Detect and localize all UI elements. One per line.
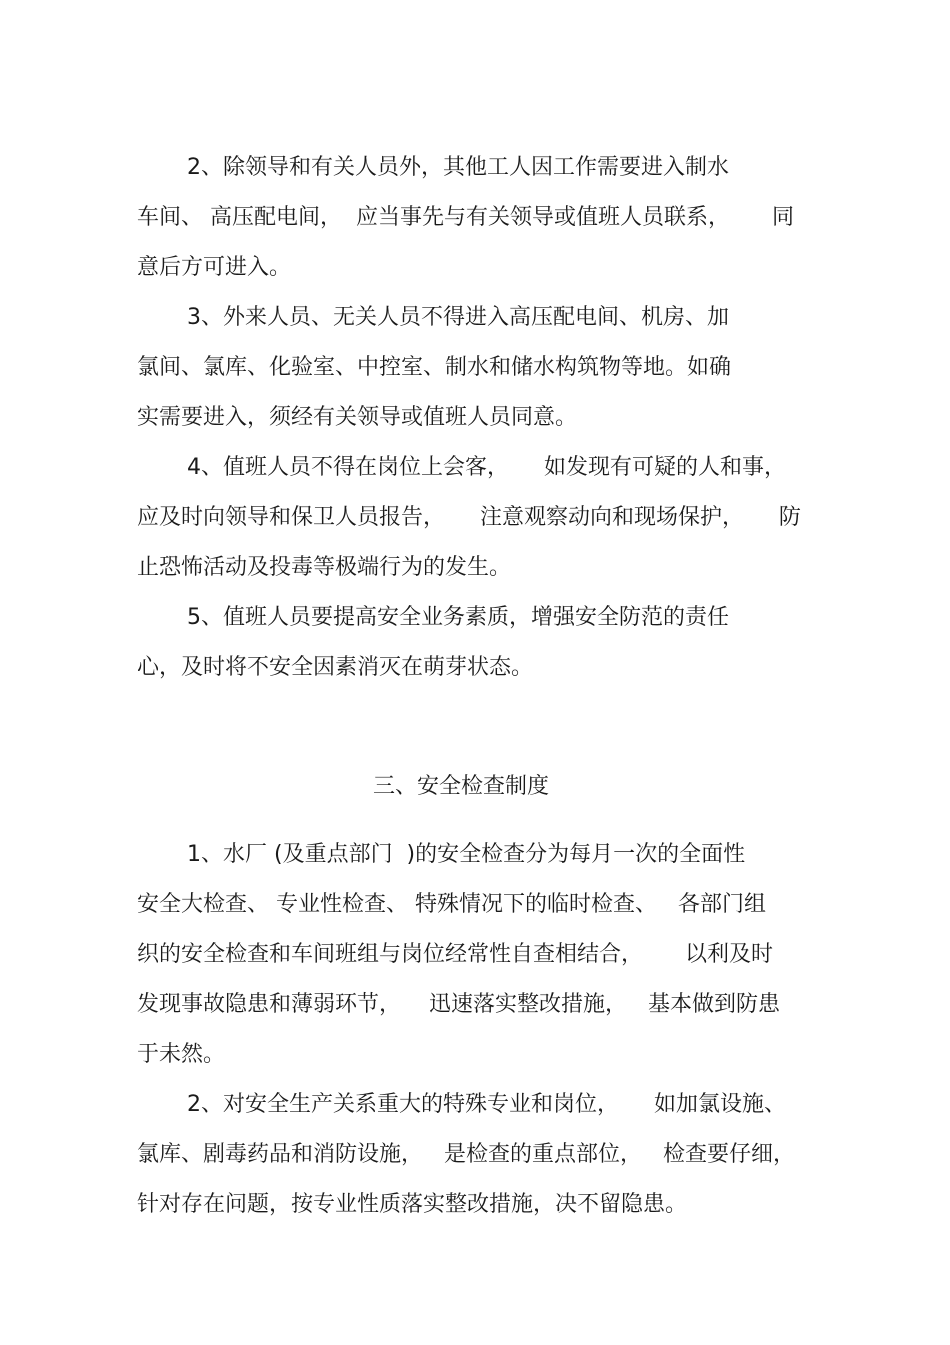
paragraph-5-line-2: 心，及时将不安全因素消灭在萌芽状态。 (137, 655, 534, 680)
inspection-paragraph-2-line-3: 针对存在问题，按专业性质落实整改措施，决不留隐患。 (137, 1192, 688, 1217)
inspection-paragraph-1-line-5: 于未然。 (137, 1042, 226, 1067)
section-heading: 三、安全检查制度 (373, 774, 550, 799)
paragraph-3-line-3: 实需要进入，须经有关领导或值班人员同意。 (137, 405, 578, 430)
inspection-paragraph-1-line-1: 1、水厂 (及重点部门 )的安全检查分为每月一次的全面性 (187, 842, 746, 867)
inspection-paragraph-2-line-2: 氯库、剧毒药品和消防设施， 是检查的重点部位， 检查要仔细， (137, 1142, 795, 1167)
inspection-paragraph-1-line-4: 发现事故隐患和薄弱环节， 迅速落实整改措施， 基本做到防患 (137, 992, 780, 1017)
paragraph-4-line-3: 止恐怖活动及投毒等极端行为的发生。 (137, 555, 512, 580)
paragraph-3-line-1: 3、外来人员、无关人员不得进入高压配电间、机房、加 (187, 305, 729, 330)
paragraph-3-line-2: 氯间、氯库、化验室、中控室、制水和储水构筑物等地。如确 (137, 355, 732, 380)
paragraph-2-line-1: 2、除领导和有关人员外，其他工人因工作需要进入制水 (187, 155, 729, 180)
paragraph-2-line-3: 意后方可进入。 (137, 255, 292, 280)
paragraph-4-line-1: 4、值班人员不得在岗位上会客， 如发现有可疑的人和事， (187, 455, 786, 480)
inspection-paragraph-1-line-3: 织的安全检查和车间班组与岗位经常性自查相结合， 以利及时 (137, 942, 773, 967)
paragraph-4-line-2: 应及时向领导和保卫人员报告， 注意观察动向和现场保护， 防 (137, 505, 801, 530)
inspection-paragraph-1-line-2: 安全大检查、 专业性检查、 特殊情况下的临时检查、 各部门组 (137, 892, 766, 917)
paragraph-2-line-2: 车间、 高压配电间， 应当事先与有关领导或值班人员联系， 同 (137, 205, 794, 230)
inspection-paragraph-2-line-1: 2、对安全生产关系重大的特殊专业和岗位， 如加氯设施、 (187, 1092, 786, 1117)
paragraph-5-line-1: 5、值班人员要提高安全业务素质，增强安全防范的责任 (187, 605, 729, 630)
